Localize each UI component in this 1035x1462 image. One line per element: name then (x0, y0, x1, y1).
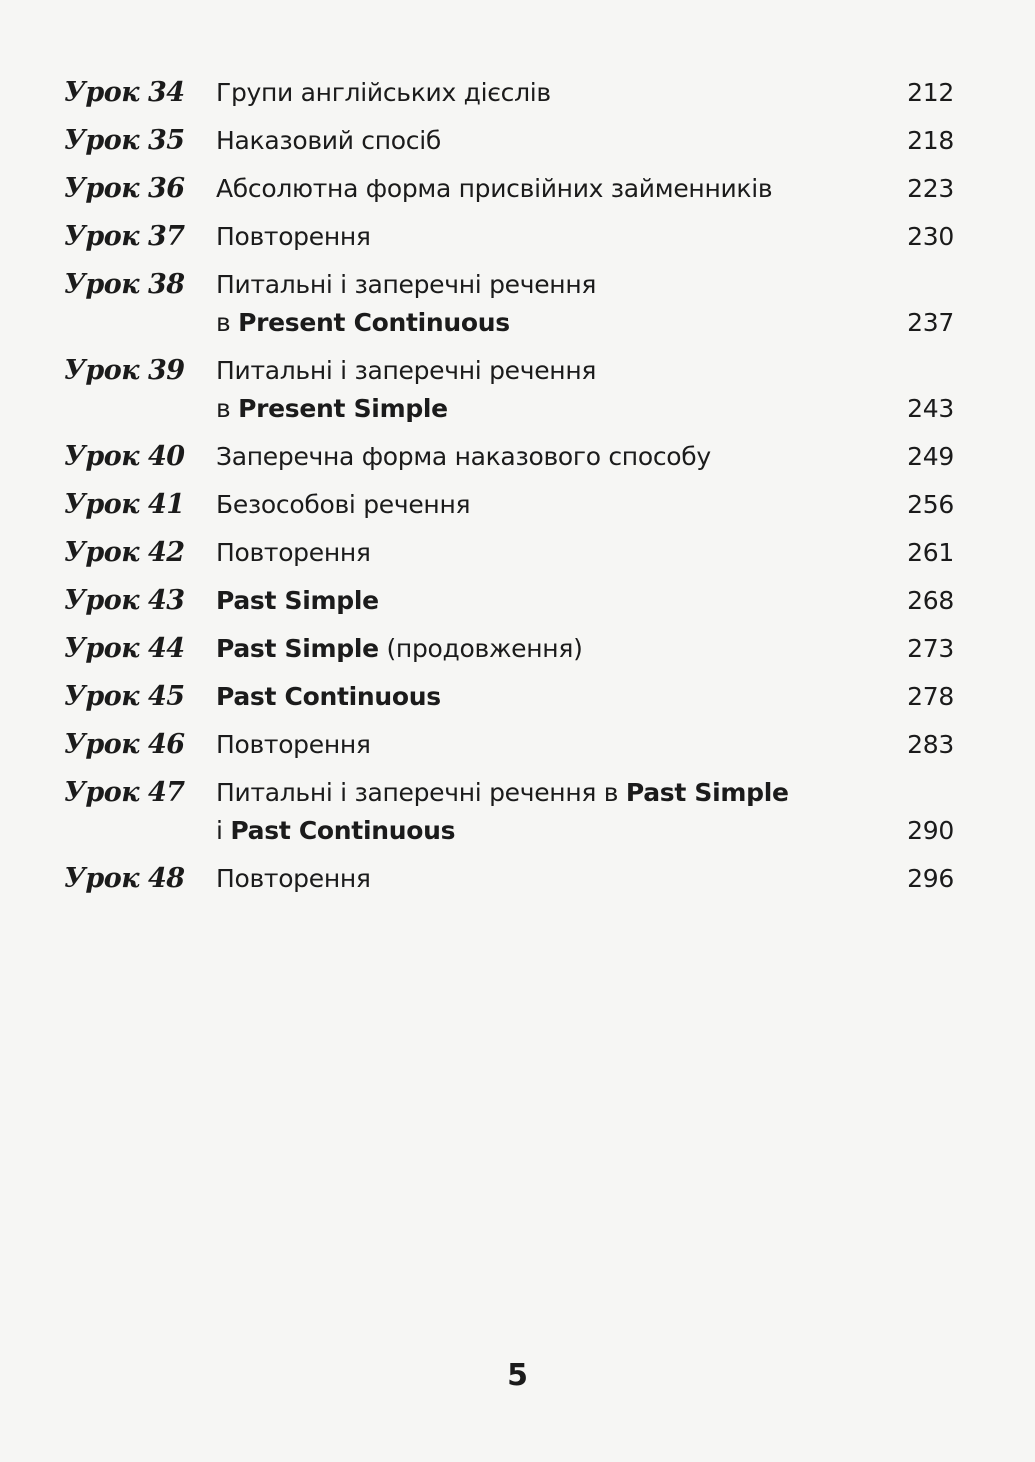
lesson-label: Урок 44 (64, 633, 185, 664)
title-line-2 (216, 390, 884, 428)
title-line-1 (216, 774, 884, 812)
title-term: Past Continuous (216, 682, 441, 711)
title-term: Present Continuous (238, 308, 510, 337)
toc-row (64, 266, 954, 342)
lesson-label: Урок 34 (64, 77, 185, 108)
lesson-title: Повторення (216, 730, 371, 759)
lesson-label: Урок 46 (64, 729, 185, 760)
lesson-label: Урок 42 (64, 537, 185, 568)
page-ref: 230 (907, 222, 954, 251)
page-ref: 268 (907, 586, 954, 615)
lesson-title: Групи англійських дієслів (216, 78, 551, 107)
title-prefix: Питальні і заперечні речення в (216, 778, 619, 807)
page-ref: 283 (907, 730, 954, 759)
toc-row (64, 582, 954, 620)
title-line-2 (216, 812, 884, 850)
toc-row (64, 726, 954, 764)
toc-row (64, 122, 954, 160)
page-ref: 249 (907, 442, 954, 471)
lesson-label: Урок 41 (64, 489, 185, 520)
page-ref: 296 (907, 864, 954, 893)
toc-row (64, 486, 954, 524)
toc-row (64, 534, 954, 572)
lesson-title (216, 774, 884, 850)
toc-row (64, 630, 954, 668)
title-term: Past Simple (216, 586, 379, 615)
title-line-2 (216, 304, 884, 342)
page-ref: 290 (907, 816, 954, 845)
lesson-title: Наказовий спосіб (216, 126, 441, 155)
title-suffix: (продовження) (386, 634, 583, 663)
toc-row (64, 678, 954, 716)
lesson-label: Урок 48 (64, 863, 185, 894)
title-prefix: в (216, 394, 231, 423)
title-prefix: в (216, 308, 231, 337)
lesson-label: Урок 37 (64, 221, 185, 252)
page-ref: 261 (907, 538, 954, 567)
page-ref: 273 (907, 634, 954, 663)
lesson-title: Повторення (216, 222, 371, 251)
title-prefix: і (216, 816, 223, 845)
lesson-title: Повторення (216, 538, 371, 567)
title-term: Past Continuous (230, 816, 456, 845)
lesson-title (216, 266, 884, 342)
lesson-title (216, 352, 884, 428)
title-term: Past Simple (625, 778, 789, 807)
lesson-label: Урок 43 (64, 585, 185, 616)
title-line-1: Питальні і заперечні речення (216, 356, 597, 385)
page-ref: 218 (907, 126, 954, 155)
toc-row (64, 352, 954, 428)
lesson-label: Урок 40 (64, 441, 185, 472)
toc-row (64, 438, 954, 476)
page-ref: 243 (907, 394, 954, 423)
lesson-label: Урок 45 (64, 681, 185, 712)
lesson-title (216, 630, 884, 668)
table-of-contents (64, 74, 954, 908)
title-term: Present Simple (238, 394, 448, 423)
lesson-title: Безособові речення (216, 490, 471, 519)
page-ref: 256 (907, 490, 954, 519)
lesson-title (216, 678, 884, 716)
toc-row (64, 170, 954, 208)
lesson-title: Абсолютна форма присвійних займенників (216, 174, 773, 203)
lesson-label: Урок 36 (64, 173, 185, 204)
toc-row (64, 774, 954, 850)
page-ref: 237 (907, 308, 954, 337)
lesson-label: Урок 38 (64, 269, 185, 300)
page-ref: 223 (907, 174, 954, 203)
lesson-title: Заперечна форма наказового способу (216, 442, 711, 471)
toc-row (64, 860, 954, 898)
lesson-label: Урок 39 (64, 355, 185, 386)
page-ref: 278 (907, 682, 954, 711)
lesson-label: Урок 47 (64, 777, 185, 808)
toc-row (64, 74, 954, 112)
toc-row (64, 218, 954, 256)
page-ref: 212 (907, 78, 954, 107)
lesson-label: Урок 35 (64, 125, 185, 156)
lesson-title: Повторення (216, 864, 371, 893)
title-line-1: Питальні і заперечні речення (216, 270, 597, 299)
title-term: Past Simple (216, 634, 379, 663)
page-number: 5 (507, 1358, 528, 1393)
lesson-title (216, 582, 884, 620)
